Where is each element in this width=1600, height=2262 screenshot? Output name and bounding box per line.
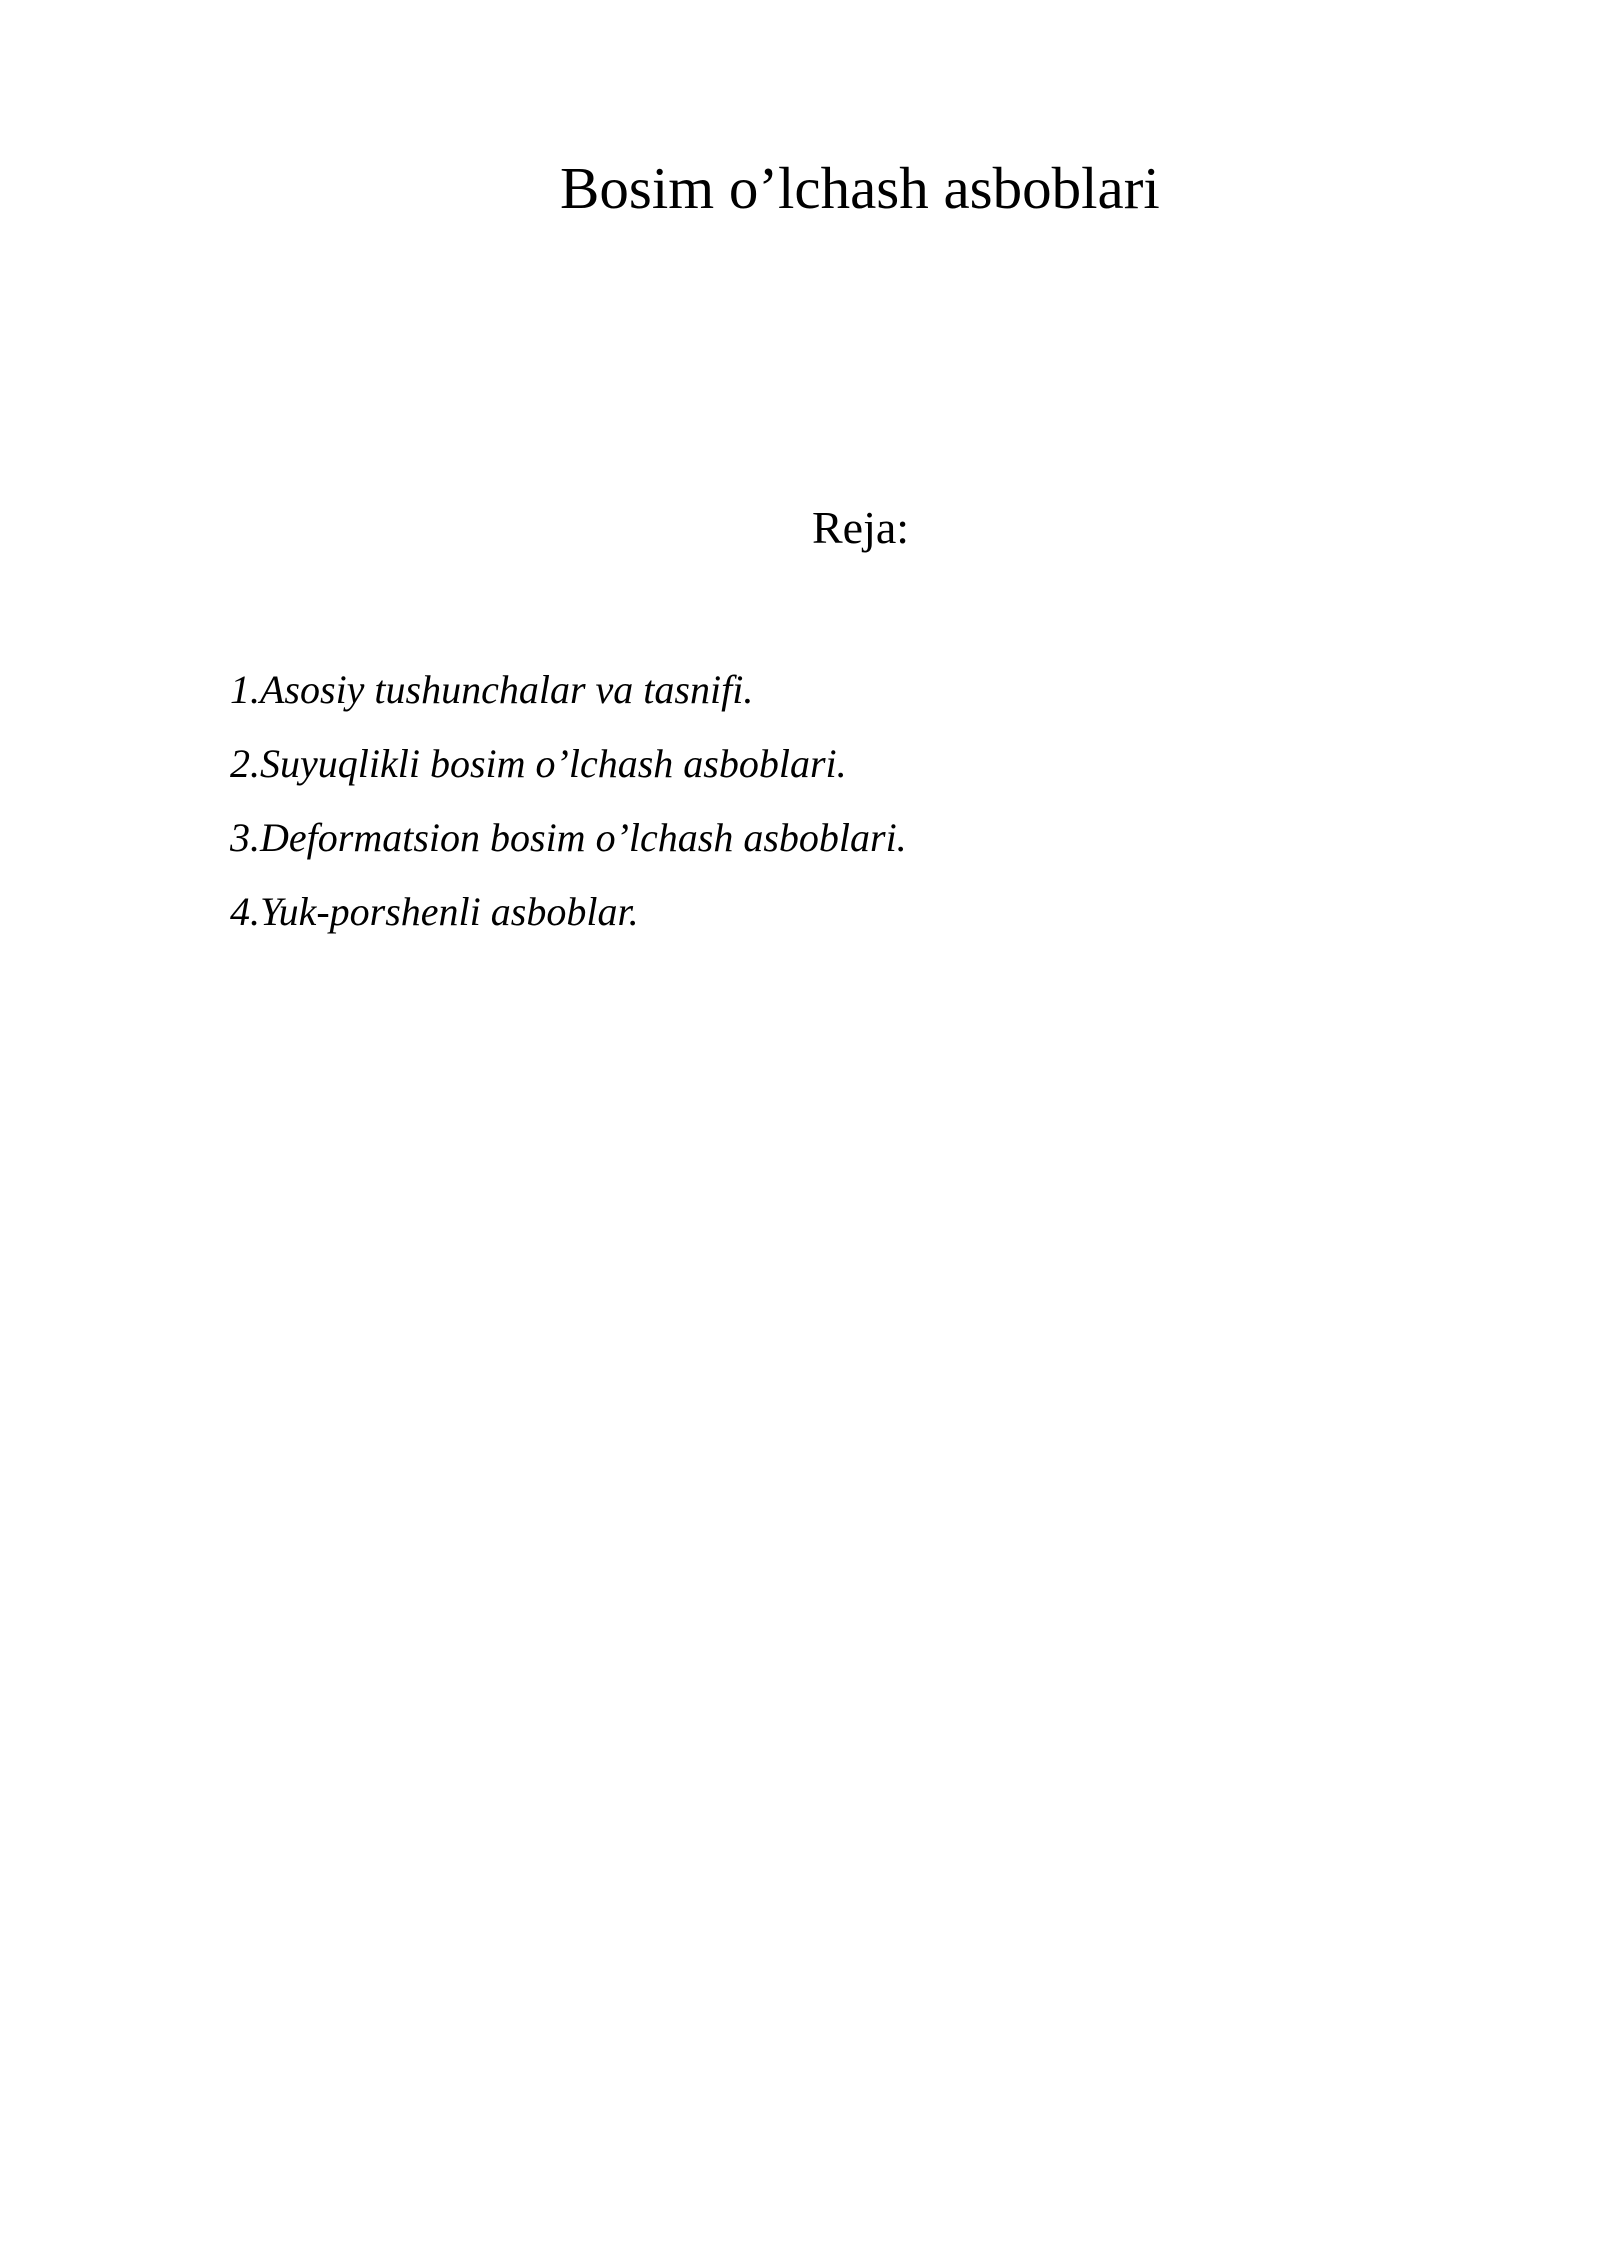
- plan-item-2: 2.Suyuqlikli bosim o’lchash asboblari.: [230, 741, 847, 786]
- plan-item-1: 1.Asosiy tushunchalar va tasnifi.: [230, 667, 754, 712]
- document-title: Bosim o’lchash asboblari: [560, 155, 1160, 221]
- plan-item-3: 3.Deformatsion bosim o’lchash asboblari.: [230, 815, 907, 860]
- plan-heading: Reja:: [812, 502, 910, 553]
- plan-item-4: 4.Yuk-porshenli asboblar.: [230, 889, 639, 934]
- plan-list: [230, 666, 907, 962]
